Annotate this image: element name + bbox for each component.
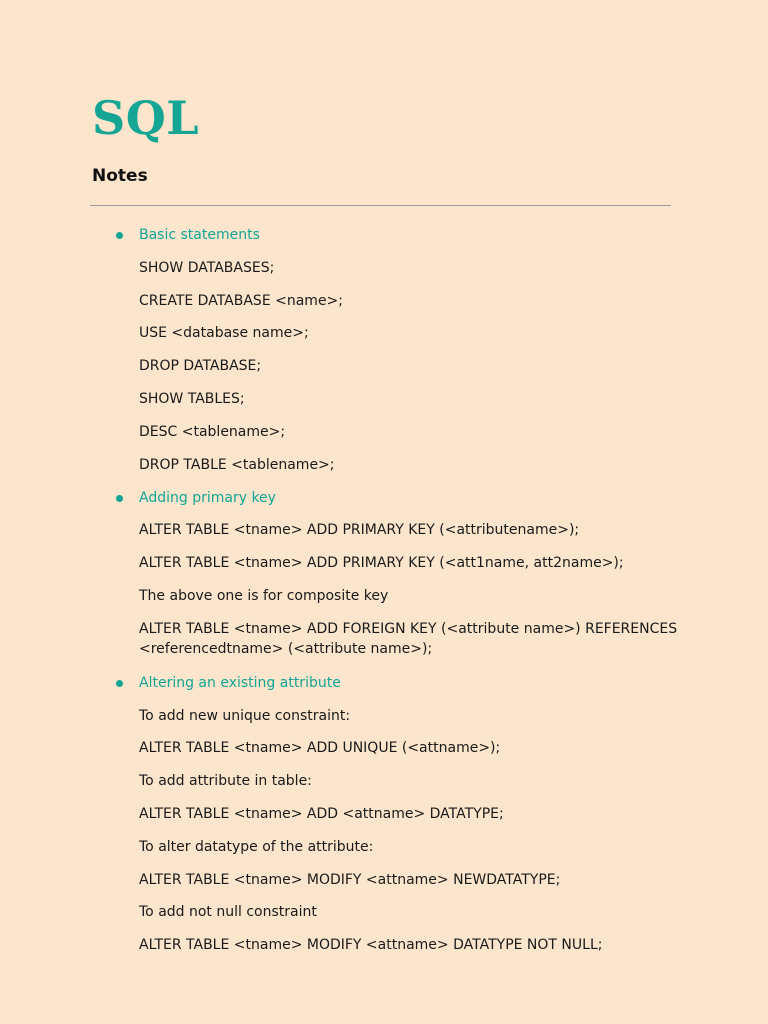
bullet-icon bbox=[116, 680, 123, 687]
note-line: To alter datatype of the attribute: bbox=[139, 839, 374, 855]
note-line: To add not null constraint bbox=[139, 904, 317, 920]
section-heading-basic-statements: Basic statements bbox=[139, 227, 260, 243]
page-title: SQL bbox=[92, 91, 200, 145]
note-line: USE <database name>; bbox=[139, 325, 309, 341]
note-line: ALTER TABLE <tname> ADD <attname> DATATYPE; bbox=[139, 806, 504, 822]
note-line: The above one is for composite key bbox=[139, 588, 389, 604]
note-line: SHOW DATABASES; bbox=[139, 260, 275, 276]
note-line: DROP TABLE <tablename>; bbox=[139, 457, 335, 473]
note-line: ALTER TABLE <tname> MODIFY <attname> DATATYPE NOT NULL; bbox=[139, 937, 603, 953]
section-heading-altering-attribute: Altering an existing attribute bbox=[139, 675, 341, 691]
note-line: DESC <tablename>; bbox=[139, 424, 286, 440]
note-line: ALTER TABLE <tname> ADD PRIMARY KEY (<attributename>); bbox=[139, 522, 580, 538]
note-line: DROP DATABASE; bbox=[139, 358, 262, 374]
note-line: CREATE DATABASE <name>; bbox=[139, 293, 343, 309]
bullet-icon bbox=[116, 495, 123, 502]
section-heading-adding-primary-key: Adding primary key bbox=[139, 490, 276, 506]
note-line: ALTER TABLE <tname> ADD FOREIGN KEY (<attribute name>) REFERENCES <referencedtname> (<attribute name>); bbox=[139, 621, 678, 657]
note-line: ALTER TABLE <tname> ADD UNIQUE (<attname>); bbox=[139, 740, 501, 756]
bullet-icon bbox=[116, 232, 123, 239]
note-line: ALTER TABLE <tname> MODIFY <attname> NEWDATATYPE; bbox=[139, 872, 561, 888]
note-line: SHOW TABLES; bbox=[139, 391, 245, 407]
note-line: To add attribute in table: bbox=[139, 773, 312, 789]
page-subtitle: Notes bbox=[92, 166, 148, 186]
note-line: To add new unique constraint: bbox=[139, 708, 351, 724]
note-line: ALTER TABLE <tname> ADD PRIMARY KEY (<att1name, att2name>); bbox=[139, 555, 624, 571]
